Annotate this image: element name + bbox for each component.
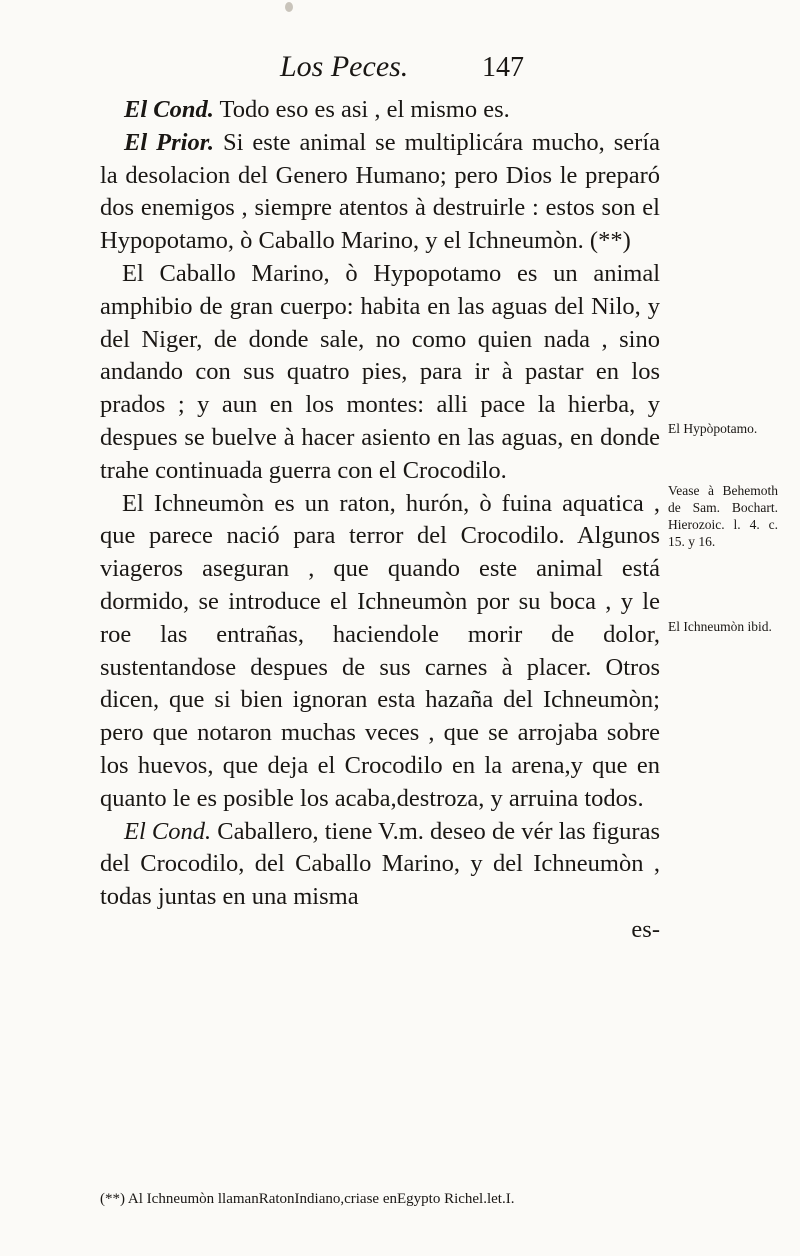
speaker-label: El Cond. <box>124 96 214 123</box>
catchword: es- <box>631 915 660 943</box>
page-header <box>0 50 800 90</box>
footnote: (**) Al Ichneumòn llamanRatonIndiano,criase enEgypto Richel.let.I. <box>100 1191 515 1207</box>
running-title: Los Peces. <box>280 50 409 83</box>
speaker-label: El Cond. <box>124 817 212 845</box>
page-number: 147 <box>482 52 524 83</box>
main-text <box>100 94 660 947</box>
ink-stain <box>285 2 293 12</box>
paragraph-text: Todo eso es asi , el mismo es. <box>213 96 510 123</box>
sidenote-behemoth: Vease à Behemoth de Sam. Bochart. Hierozoic. l. 4. c. 15. y 16. <box>668 483 778 549</box>
paragraph-ichneumon: El Ichneumòn es un raton, hurón, ò fuina aquatica , que parece nació para terror del Crocodilo. Algunos viageros aseguran , que quando este animal está dormido, se introduce el Ichneumòn por su boca , y le roe las entrañas, haciendole morir de dolor, sustentandose despues de sus carnes à placer. Otros dicen, que si bien ignoran esta hazaña del Ichneumòn; pero que notaron muchas veces , que se arrojaba sobre los huevos, que deja el Crocodilo en la arena,y que en quanto le es posible los acaba,destroza, y arruina todos. <box>100 489 660 812</box>
speaker-label: El Prior. <box>124 128 215 156</box>
paragraph-cond-1 <box>100 94 660 127</box>
sidenote-hypopotamo: El Hypòpotamo. <box>668 421 758 436</box>
paragraph-prior <box>100 127 660 258</box>
paragraph-text: Caballero, tiene V.m. deseo de vér las figuras del Crocodilo, del Caballo Marino, y del Ichneumòn , todas juntas en una misma <box>100 817 660 911</box>
sidenote-ichneumon: El Ichneumòn ibid. <box>668 619 772 634</box>
paragraph-hypopotamo: El Caballo Marino, ò Hypopotamo es un animal amphibio de gran cuerpo: habita en las aguas del Nilo, y del Niger, de donde sale, no como quien nada , sino andando con sus quatro pies, para ir à pastar en los prados ; y aun en los montes: alli pace la hierba, y despues se buelve à hacer asiento en las aguas, en donde trahe continuada guerra con el Crocodilo. <box>100 259 660 484</box>
paragraph-text: Si este animal se multiplicára mucho, sería la desolacion del Genero Humano; pero Dios le preparó dos enemigos , siempre atentos à destruirle : estos son el Hypopotamo, ò Caballo Marino, y el Ichneumòn. (**) <box>100 128 661 255</box>
paragraph-cond-2 <box>100 816 660 914</box>
